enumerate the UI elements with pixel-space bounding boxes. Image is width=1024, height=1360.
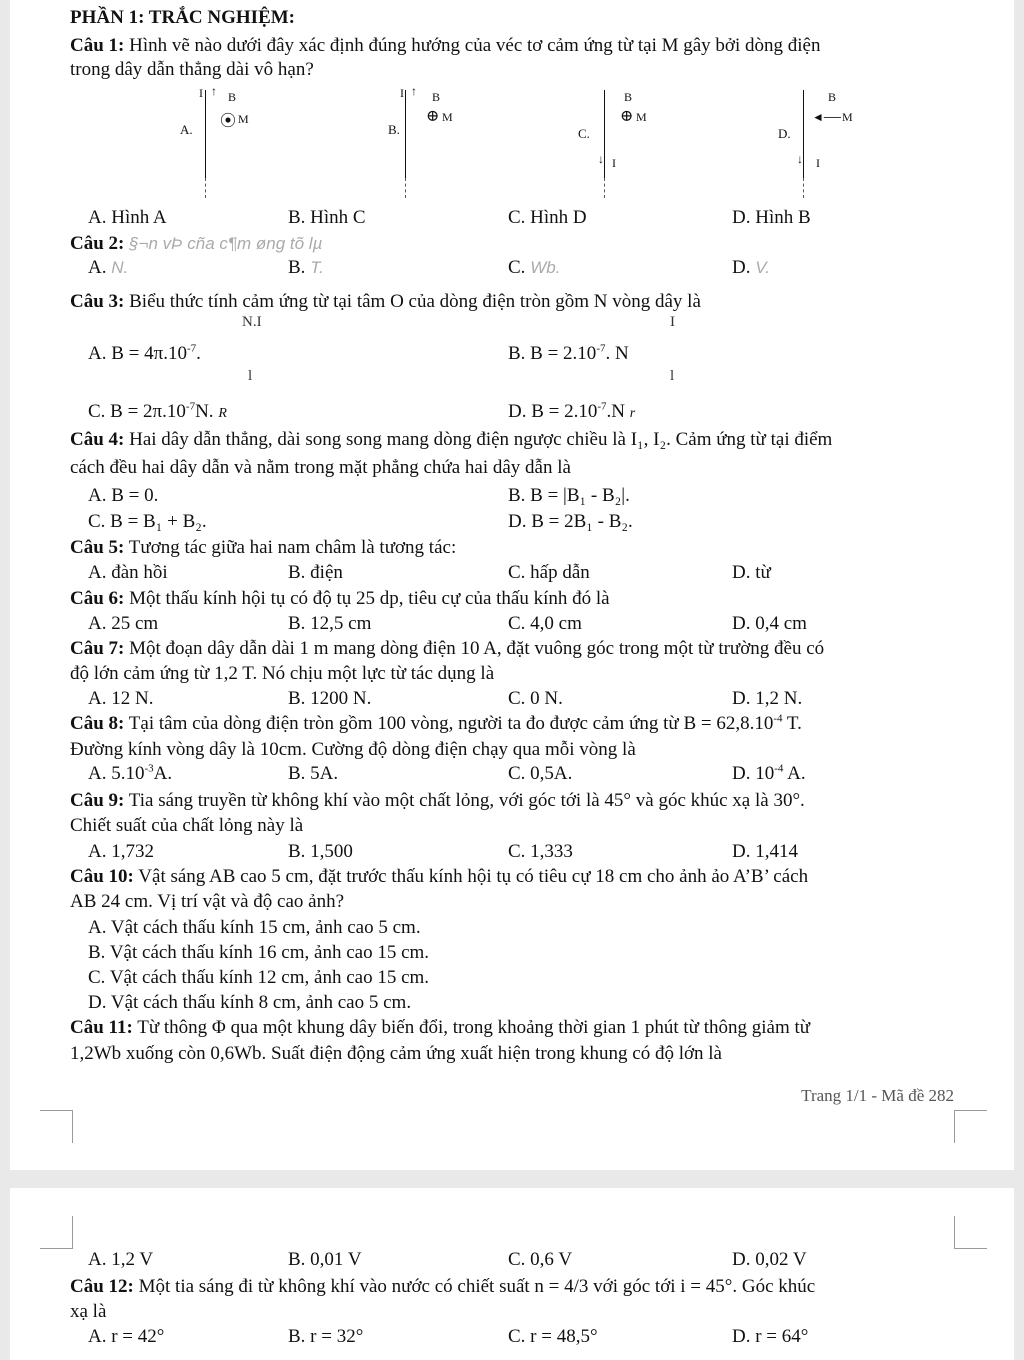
q9-option-b: B. 1,500 <box>288 841 353 862</box>
q3-b-denominator: l <box>670 368 675 384</box>
q5-option-a: A. đàn hồi <box>88 562 168 583</box>
question-5: Câu 5: Tương tác giữa hai nam châm là tương tác: <box>70 537 457 558</box>
q4-option-c: C. B = B₁ + B₂. <box>88 511 207 532</box>
q6-option-a: A. 25 cm <box>88 613 159 634</box>
q4-option-a: A. B = 0. <box>88 485 159 506</box>
q5-option-c: C. hấp dẫn <box>508 562 590 583</box>
q1-option-d: D. Hình B <box>732 207 811 228</box>
q6-option-b: B. 12,5 cm <box>288 613 372 634</box>
page-corner-mark <box>40 1110 73 1143</box>
cross-symbol-icon: ⊕ <box>620 108 634 125</box>
q12-option-c: C. r = 48,5° <box>508 1326 598 1347</box>
q10-option-d: D. Vật cách thấu kính 8 cm, ảnh cao 5 cm. <box>88 992 412 1013</box>
q11-option-c: C. 0,6 V <box>508 1249 573 1270</box>
question-9: Câu 9: Tia sáng truyền từ không khí vào một chất lỏng, với góc tới là 45° và góc khúc xạ là 30°. <box>70 790 805 811</box>
question-4-line-2: cách đều hai dây dẫn và nằm trong mặt phẳng chứa hai dây dẫn là <box>70 457 571 478</box>
q5-option-d: D. từ <box>732 562 771 583</box>
figure-c: C. B ↓ I ⊕ M <box>578 84 688 200</box>
cross-symbol-icon: ⊕ <box>426 108 440 125</box>
page-corner-mark <box>954 1216 987 1249</box>
question-2: Câu 2: §¬n vÞ cña c¶m øng tõ lµ <box>70 233 323 254</box>
q3-option-c: C. $B = 2\pi.10^{-7}N$. R <box>88 400 227 422</box>
question-11-line-2: 1,2Wb xuống còn 0,6Wb. Suất điện động cảm ứng xuất hiện trong khung có độ lớn là <box>70 1043 722 1064</box>
q2-option-b: B. T. <box>288 257 324 278</box>
q3-a-numerator: N.I <box>242 314 262 330</box>
question-1: Câu 1: Hình vẽ nào dưới đây xác định đúng hướng của véc tơ cảm ứng từ tại M gây bởi dòng điện <box>70 35 821 56</box>
question-4: Câu 4: Hai dây dẫn thẳng, dài song song mang dòng điện ngược chiều là I₁, I₂. Cảm ứng từ tại điểm <box>70 429 833 450</box>
q3-option-b: B. $B = 2.10^{-7}$. N <box>508 342 629 364</box>
figure-b: B. I ↑ B ⊕ M <box>380 84 490 200</box>
part-title: PHẦN 1: TRẮC NGHIỆM: <box>70 7 296 28</box>
q10-option-b: B. Vật cách thấu kính 16 cm, ảnh cao 15 cm. <box>88 942 430 963</box>
page-corner-mark <box>40 1216 73 1249</box>
arrow-left-icon: ◄── <box>812 110 841 124</box>
question-12-line-2: xạ là <box>70 1301 107 1322</box>
page-2 <box>10 1188 1014 1360</box>
question-1-line-2: trong dây dẫn thẳng dài vô hạn? <box>70 59 314 80</box>
q6-option-d: D. 0,4 cm <box>732 613 807 634</box>
q2-option-a: A. N. <box>88 257 129 278</box>
q11-option-a: A. 1,2 V <box>88 1249 154 1270</box>
figure-a: A. I ↑ B ⦿ M <box>180 84 290 200</box>
q2-option-d: D. V. <box>732 257 771 278</box>
q6-option-c: C. 4,0 cm <box>508 613 582 634</box>
page-1 <box>10 0 1014 1170</box>
q9-option-c: C. 1,333 <box>508 841 573 862</box>
q7-option-c: C. 0 N. <box>508 688 563 709</box>
q10-option-c: C. Vật cách thấu kính 12 cm, ảnh cao 15 cm. <box>88 967 430 988</box>
question-7-line-2: độ lớn cảm ứng từ 1,2 T. Nó chịu một lực từ tác dụng là <box>70 663 495 684</box>
question-9-line-2: Chiết suất của chất lỏng này là <box>70 815 304 836</box>
question-6: Câu 6: Một thấu kính hội tụ có độ tụ 25 dp, tiêu cự của thấu kính đó là <box>70 588 610 609</box>
q9-option-d: D. 1,414 <box>732 841 798 862</box>
question-10-line-2: AB 24 cm. Vị trí vật và độ cao ảnh? <box>70 891 345 912</box>
figure-d: D. B ↓ I ◄── M <box>778 84 888 200</box>
q8-option-b: B. 5A. <box>288 763 339 784</box>
question-8-line-2: Đường kính vòng dây là 10cm. Cường độ dòng điện chạy qua mỗi vòng là <box>70 739 636 760</box>
q2-option-c: C. Wb. <box>508 257 561 278</box>
q7-option-a: A. 12 N. <box>88 688 154 709</box>
q4-option-b: B. B = |B₁ - B₂|. <box>508 485 630 506</box>
q8-option-d: D. $10^{-4}$ A. <box>732 762 806 784</box>
q12-option-d: D. r = 64° <box>732 1326 809 1347</box>
q12-option-b: B. r = 32° <box>288 1326 364 1347</box>
q1-option-b: B. Hình C <box>288 207 366 228</box>
q8-option-c: C. 0,5A. <box>508 763 573 784</box>
q5-option-b: B. điện <box>288 562 343 583</box>
q8-option-a: A. $5.10^{-3}A$. <box>88 762 173 784</box>
q11-option-b: B. 0,01 V <box>288 1249 362 1270</box>
q3-b-numerator: I <box>670 314 675 330</box>
question-12: Câu 12: Một tia sáng đi từ không khí vào nước có chiết suất n = 4/3 với góc tới i = 45°. Góc khúc <box>70 1276 816 1297</box>
q10-option-a: A. Vật cách thấu kính 15 cm, ảnh cao 5 cm. <box>88 917 421 938</box>
question-8: Câu 8: Tại tâm của dòng điện tròn gồm 100 vòng, người ta đo được cảm ứng từ $B = 62,8.10^{-4}$ T. <box>70 712 802 734</box>
q3-option-a: A. $B = 4\pi.10^{-7}$. <box>88 342 201 364</box>
page-corner-mark <box>954 1110 987 1143</box>
q3-option-d: D. $B = 2.10^{-7}.N$ r <box>508 400 636 422</box>
q4-option-d: D. B = 2B₁ - B₂. <box>508 511 633 532</box>
question-7: Câu 7: Một đoạn dây dẫn dài 1 m mang dòng điện 10 A, đặt vuông góc trong một từ trường đều có <box>70 638 825 659</box>
question-3: Câu 3: Biểu thức tính cảm ứng từ tại tâm O của dòng điện tròn gồm N vòng dây là <box>70 291 701 312</box>
q12-option-a: A. r = 42° <box>88 1326 165 1347</box>
q1-option-c: C. Hình D <box>508 207 587 228</box>
q11-option-d: D. 0,02 V <box>732 1249 807 1270</box>
q7-option-d: D. 1,2 N. <box>732 688 803 709</box>
q7-option-b: B. 1200 N. <box>288 688 372 709</box>
q9-option-a: A. 1,732 <box>88 841 154 862</box>
dot-symbol-icon: ⦿ <box>220 113 237 130</box>
q3-a-denominator: l <box>248 368 253 384</box>
question-10: Câu 10: Vật sáng AB cao 5 cm, đặt trước thấu kính hội tụ có tiêu cự 18 cm cho ảnh ảo A’B’ cách <box>70 866 809 887</box>
question-11: Câu 11: Từ thông Φ qua một khung dây biến đổi, trong khoảng thời gian 1 phút từ thông giảm từ <box>70 1017 811 1038</box>
page-footer: Trang 1/1 - Mã đề 282 <box>801 1086 954 1105</box>
q1-option-a: A. Hình A <box>88 207 167 228</box>
